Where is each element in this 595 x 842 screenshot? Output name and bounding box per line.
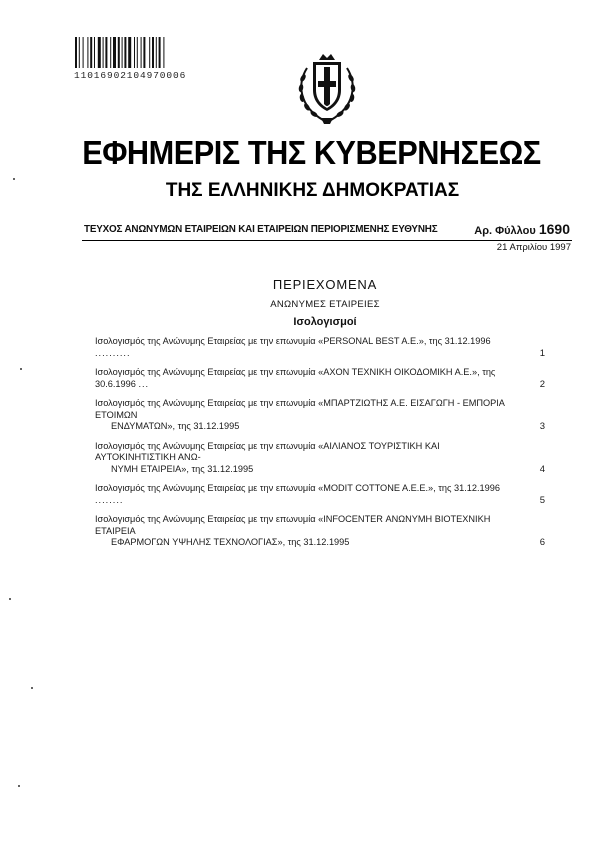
toc-entry-text: Ισολογισμός της Ανώνυμης Εταιρείας με την επωνυμία «ΑΙΛΙΑΝΟΣ ΤΟΥΡΙΣΤΙΚΗ ΚΑΙ ΑΥΤΟΚΙΝΗΤΙΣΤΙΚΗ ΑΝΩ- — [95, 440, 440, 462]
scan-speck — [20, 368, 22, 370]
scan-speck — [13, 178, 15, 180]
barcode-bar — [79, 37, 80, 68]
barcode-bar — [156, 37, 157, 68]
toc-entry-text: Ισολογισμός της Ανώνυμης Εταιρείας με την επωνυμία «ΑΧΟΝ ΤΕΧΝΙΚΗ ΟΙΚΟΔΟΜΙΚΗ Α.Ε.», της 30.6.1996 — [95, 367, 496, 389]
toc-page-number: 1 — [539, 347, 545, 359]
barcode-number: 11016902104970006 — [74, 70, 187, 81]
toc-entry-text-continued: ΝΥΜΗ ΕΤΑΙΡΕΙΑ», της 31.12.1995 — [111, 463, 254, 474]
toc-entry — [95, 441, 545, 476]
toc-entry-text-continued: ΕΝΔΥΜΑΤΩΝ», της 31.12.1995 — [111, 421, 240, 431]
greek-coat-of-arms-icon — [293, 48, 361, 126]
toc-page-number: 4 — [539, 463, 545, 475]
toc-page-number: 6 — [539, 537, 545, 548]
subsection-heading: Ισολογισμοί — [293, 316, 357, 328]
section-heading: ΑΝΩΝΥΜΕΣ ΕΤΑΙΡΕΙΕΣ — [270, 299, 380, 310]
contents-heading: ΠΕΡΙΕΧΟΜΕΝΑ — [272, 277, 378, 292]
barcode-bar — [163, 37, 164, 68]
toc-page-number: 2 — [539, 378, 545, 390]
toc-leader-dots: ... — [138, 378, 150, 389]
barcode-bar — [87, 37, 88, 68]
toc-entry — [95, 398, 545, 433]
barcode-bar — [83, 37, 84, 68]
sheet-number: 1690 — [538, 221, 570, 237]
table-of-contents — [95, 336, 545, 557]
scan-speck — [31, 687, 33, 689]
barcode-bar — [103, 37, 104, 68]
barcode-bar — [143, 37, 145, 68]
toc-page-number: 3 — [539, 421, 545, 432]
barcode-bar — [128, 37, 131, 68]
barcode-bar — [149, 37, 150, 68]
toc-page-number: 5 — [539, 494, 545, 506]
barcode-bar — [152, 37, 154, 68]
barcode-bar — [124, 37, 126, 68]
issue-sheet — [474, 221, 570, 237]
barcode-bar — [122, 37, 123, 68]
toc-entry — [95, 483, 545, 506]
sheet-label: Αρ. Φύλλου — [474, 225, 536, 237]
barcode-bar — [90, 37, 92, 68]
toc-entry-text: Ισολογισμός της Ανώνυμης Εταιρείας με την επωνυμία «ΜΠΑΡΤΖΙΩΤΗΣ Α.Ε. ΕΙΣΑΓΩΓΗ - ΕΜΠΟΡΙΑ ΕΤΟΙΜΩΝ — [95, 398, 505, 420]
masthead-subtitle: ΤΗΣ ΕΛΛΗΝΙΚΗΣ ΔΗΜΟΚΡΑΤΙΑΣ — [165, 180, 460, 201]
toc-entry-text: Ισολογισμός της Ανώνυμης Εταιρείας με την επωνυμία «PERSONAL BEST A.E.», της 31.12.1996 — [95, 336, 491, 346]
scan-speck — [18, 785, 20, 787]
barcode-bar — [141, 37, 142, 68]
barcode-bar — [113, 37, 116, 68]
barcode-bar — [118, 37, 120, 68]
barcode-bar — [137, 37, 138, 68]
issue-info-row — [82, 220, 572, 241]
barcode-bar — [98, 37, 101, 68]
toc-leader-dots: ........ — [95, 494, 124, 505]
barcode-bar — [110, 37, 111, 68]
toc-entry — [95, 336, 545, 359]
barcode-bar — [94, 37, 95, 68]
issue-type: ΤΕΥΧΟΣ ΑΝΩΝΥΜΩΝ ΕΤΑΙΡΕΙΩΝ ΚΑΙ ΕΤΑΙΡΕΙΩΝ ΠΕΡΙΟΡΙΣΜΕΝΗΣ ΕΥΘΥΝΗΣ — [84, 223, 438, 235]
barcode — [75, 37, 211, 68]
issue-date: 21 Απριλίου 1997 — [496, 242, 571, 253]
barcode-bar — [159, 37, 161, 68]
toc-leader-dots: .......... — [95, 347, 131, 358]
masthead-title: ΕΦΗΜΕΡΙΣ ΤΗΣ ΚΥΒΕΡΝΗΣΕΩΣ — [82, 134, 541, 171]
toc-entry-text-continued: ΕΦΑΡΜΟΓΩΝ ΥΨΗΛΗΣ ΤΕΧΝΟΛΟΓΙΑΣ», της 31.12.1995 — [111, 537, 350, 547]
toc-entry — [95, 367, 545, 390]
toc-entry — [95, 514, 545, 549]
barcode-bar — [75, 37, 77, 68]
barcode-bar — [134, 37, 135, 68]
toc-entry-text: Ισολογισμός της Ανώνυμης Εταιρείας με την επωνυμία «MODIT COTTONE A.E.E.», της 31.12.1996 — [95, 483, 500, 493]
toc-entry-text: Ισολογισμός της Ανώνυμης Εταιρείας με την επωνυμία «INFOCENTER ΑΝΩΝΥΜΗ ΒΙΟΤΕΧΝΙΚΗ ΕΤΑΙΡΕΙΑ — [95, 514, 491, 536]
barcode-bar — [105, 37, 107, 68]
scan-speck — [9, 598, 11, 600]
